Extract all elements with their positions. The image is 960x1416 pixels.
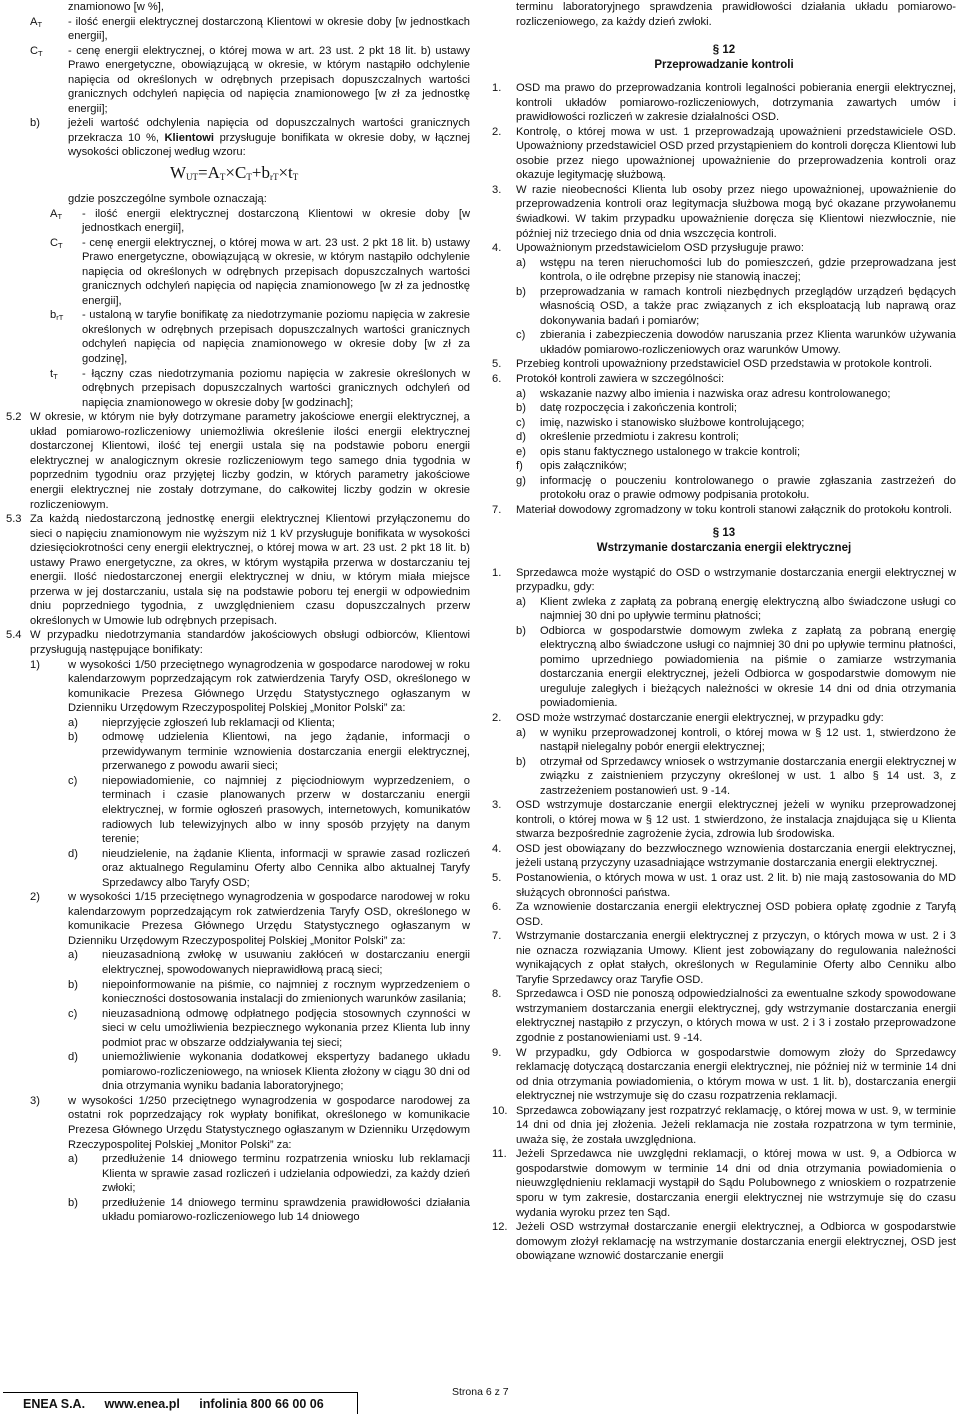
list-text: Klient zwleka z zapłatą za pobraną energię elektryczną albo świadczone usługi co najmniej 30 dni po upływie terminu płatności;	[540, 595, 956, 623]
definition-text: - ilość energii elektrycznej dostarczoną Klientowi w okresie doby [w jednostkach energii],	[68, 15, 470, 43]
list-item	[30, 658, 470, 716]
symbol: A	[30, 15, 38, 28]
list-item: 9. W przypadku, gdy Odbiorca w gospodarstwie domowym złoży do Sprzedawcy reklamację dotyczącą dostarczania energii elektrycznej, nie później niż w terminie 14 dni od dnia otrzymania powiadomienia, o którym mowa w ust. 1 lit. b), dostarczania energii elektrycznej nie wstrzymuje się do czasu rozpatrzenia reklamacji.	[492, 1046, 956, 1103]
list-item: 1. Sprzedawca może wystąpić do OSD o wstrzymanie dostarczania energii elektrycznej w przypadku, gdy:	[492, 566, 956, 594]
list-text: nieprzyjęcie zgłoszeń lub reklamacji od Klienta;	[102, 716, 335, 729]
list-text: Protokół kontroli zawiera w szczególności:	[516, 373, 725, 386]
list-item: 3. W razie nieobecności Klienta lub osoby przez niego upoważnionej, upoważnienie do przeprowadzenia kontroli oraz legitymacja służbowa mogą być okazane przywołanemu świadkowi. W takim przypadku upoważnienie doręcza się Klientowi niezwłocznie, nie później niż trzeciego dnia od dnia wszczęcia kontroli.	[492, 183, 956, 240]
list-text: uniemożliwienie wykonania dodatkowej ekspertyzy badanego układu pomiarowo-rozliczeniowego, na wniosek Klienta złożony w ciągu 30 dni od dnia otrzymania wyniku badania laboratoryjnego;	[102, 1051, 470, 1093]
section-5-4	[6, 628, 470, 657]
page-footer	[0, 1386, 960, 1416]
list-item	[30, 1094, 470, 1152]
list-text: Jeżeli Sprzedawca nie uwzględni reklamacji, o której mowa w ust. 9, a Odbiorca w gospodarstwie domowym w terminie 14 dni od dnia otrzymania powiadomienia o nieuwzględnieniu reklamacji wystąpił do Sądu Polubownego z wnioskiem o rozpatrzenie sporu w tym zakresie, dostarczania energii elektrycznej nie wstrzymuje się do czasu wydania wyroku przez ten Sąd.	[516, 1148, 956, 1219]
list-item: 10. Sprzedawca zobowiązany jest rozpatrzyć reklamację, o której mowa w ust. 9, w terminie 14 dni od dnia jej złożenia. Jeżeli reklamacja nie została rozpatrzona w tym terminie, uważa się, że została uwzględniona.	[492, 1104, 956, 1146]
list-item: 4. Upoważnionym przedstawicielom OSD przysługuje prawo:	[492, 241, 956, 256]
sub-list-item: b) Odbiorca w gospodarstwie domowym zwleka z zapłatą za pobraną energię elektryczną albo świadczone usługi co najmniej 30 dni po upływie terminu płatności, pomimo uprzedniego powiadomienia na piśmie o zamiarze wstrzymania dostarczania energii elektrycznej, jeżeli Odbiorca w gospodarstwie domowym nie ureguluje zaległych i bieżących należności w okresie 14 dni od dnia otrzymania powiadomienia.	[516, 624, 956, 710]
list-text: imię, nazwisko i stanowisko służbowe kontrolującego;	[540, 416, 805, 429]
section-number: 5.4	[6, 629, 22, 642]
list-item: 2. Kontrolę, o której mowa w ust. 1 przeprowadzają upoważnieni przedstawiciele OSD. Upoważniony przedstawiciel OSD przed przystąpieniem do kontroli doręcza Klientowi lub osobie przez niego upoważnionej upoważnienie do przeprowadzenia kontroli oraz okazuje legitymację służbową.	[492, 125, 956, 182]
list-item: 7. Wstrzymanie dostarczania energii elektrycznej z przyczyn, o których mowa w ust. 2 i 3 nie oznacza rozwiązania Umowy. Klient jest zobowiązany do regulowania należności wynikających z opłat stałych, określonych w Regulaminie Oferty albo Cenniku albo Taryfie Sprzedawcy oraz Taryfie OSD.	[492, 930, 956, 986]
list-text: Za wznowienie dostarczania energii elektrycznej OSD pobiera opłatę zgodnie z Taryfą OSD.	[516, 901, 956, 928]
sub-list-item: b) przedłużenie 14 dniowego terminu sprawdzenia prawidłowości działania układu pomiarowo-rozliczeniowego lub 14 dniowego	[68, 1196, 470, 1224]
list-text: w wysokości 1/15 przeciętnego wynagrodzenia w gospodarce narodowej w roku kalendarzowym poprzedzającym rok zatwierdzenia Taryfy OSD, określonego w komunikacie Prezesa Głównego Urzędu Statystycznego ogłaszanym w Dzienniku Urzędowym Rzeczypospolitej Polskiej „Monitor Polski” za:	[68, 891, 470, 947]
paragraph: terminu laboratoryjnego sprawdzenia prawidłowości działania układu pomiarowo-rozliczeniowego, za każdy dzień zwłoki.	[516, 1, 956, 28]
list-marker: 2)	[30, 891, 40, 904]
list-text: niepowiadomienie, co najmniej z pięciodniowym wyprzedzeniem, o terminach i czasie planowanych przerw w dostarczaniu energii elektrycznej, w formie ogłoszeń prasowych, internetowych, komunikatów radiowych lub telewizyjnych albo w inny sposób przyjęty na danym terenie;	[102, 774, 470, 846]
list-item: 3. OSD wstrzymuje dostarczanie energii elektrycznej jeżeli w wyniku przeprowadzonej kontroli, o której mowa w § 12 ust. 1 stwierdzono, że instalacja znajdująca się u Klienta stwarza bezpośrednie zagrożenie życia, zdrowia lub środowiska.	[492, 799, 956, 841]
list-item	[30, 890, 470, 948]
list-text: nieuzasadnioną odmowę odpłatnego podjęcia stosownych czynności w sieci w celu umożliwienia bezpiecznego wykonania przez Klienta lub inny podmiot prac w obszarze oddziaływania tej sieci;	[102, 1007, 470, 1049]
sub-list-item: a) nieprzyjęcie zgłoszeń lub reklamacji od Klienta;	[30, 716, 470, 731]
list-text: Wstrzymanie dostarczania energii elektrycznej z przyczyn, o których mowa w ust. 2 i 3 nie oznacza rozwiązania Umowy. Klient jest zobowiązany do regulowania należności wynikających z opłat stałych, określonych w Regulaminie Oferty albo Cenniku albo Taryfie Sprzedawcy oraz Taryfie OSD.	[516, 930, 956, 986]
list-text: Postanowienia, o których mowa w ust. 1 oraz ust. 2 lit. b) nie mają zastosowania do MD służących obronności państwa.	[516, 871, 956, 899]
list-item: 11. Jeżeli Sprzedawca nie uwzględni reklamacji, o której mowa w ust. 9, a Odbiorca w gospodarstwie domowym w terminie 14 dni od dnia otrzymania powiadomienia o nieuwzględnieniu reklamacji wystąpił do Sądu Polubownego z wnioskiem o rozpatrzenie sporu w tym zakresie, dostarczania energii elektrycznej nie wstrzymuje się do czasu wydania wyroku przez ten Sąd.	[492, 1148, 956, 1219]
list-item: 1. OSD ma prawo do przeprowadzania kontroli legalności pobierania energii elektrycznej, kontroli układów pomiarowo-rozliczeniowych, dotrzymania zawartych umów i prawidłowości rozliczeń w zakresie działalności OSD.	[492, 82, 956, 124]
list-text: wskazanie nazwy albo imienia i nazwiska oraz adresu kontrolowanego;	[540, 387, 891, 400]
sub-list-item: e) opis stanu faktycznego ustalonego w trakcie kontroli;	[492, 445, 956, 460]
sub-list-item: b) odmowę udzielenia Klientowi, na jego żądanie, informacji o przewidywanym terminie wznowienia dostarczania energii elektrycznej, przerwanego z powodu awarii sieci;	[68, 731, 470, 773]
sub-list-item: d) określenie przedmiotu i zakresu kontroli;	[492, 430, 956, 445]
list-text: w wysokości 1/50 przeciętnego wynagrodzenia w gospodarce narodowej w roku kalendarzowym poprzedzającym rok zatwierdzenia Taryfy OSD, określonego w komunikacie Prezesa Głównego Urzędu Statystycznego ogłaszanym w Dzienniku Urzędowym Rzeczypospolitej Polskiej „Monitor Polski” za:	[68, 658, 470, 715]
section-text: W przypadku niedotrzymania standardów jakościowych obsługi odbiorców, Klientowi przysługują następujące bonifikaty:	[30, 629, 470, 656]
sub-list-item: b) datę rozpoczęcia i zakończenia kontroli;	[492, 401, 956, 416]
list-text: OSD ma prawo do przeprowadzania kontroli legalności pobierania energii elektrycznej, kontroli układów pomiarowo-rozliczeniowych, dotrzymania zawartych umów i prawidłowości rozliczeń w zakresie działalności OSD.	[516, 82, 956, 124]
list-text: opis załączników;	[540, 460, 627, 473]
symbol-definition: $C_T$ - cenę energii elektrycznej, o której mowa w art. 23 ust. 2 pkt 18 lit. b) ustawy Prawo energetyczne, obowiązującą w okresie, w którym nastąpiło odchylenie napięcia od określonych w odrębnych przepisach dopuszczalnych wartości granicznych odchyleń napięcia od napięcia znamionowego [w zł za jednostkę energii];	[30, 44, 470, 115]
list-text: wstępu na teren nieruchomości lub do pomieszczeń, gdzie przeprowadzana jest kontrola, o ile odrębne przepisy nie stanowią inaczej;	[540, 256, 956, 284]
sub-list-item: c) nieuzasadnioną odmowę odpłatnego podjęcia stosownych czynności w sieci w celu umożliwienia bezpiecznego wykonania przez Klienta lub inny podmiot prac w obszarze oddziaływania tej sieci;	[68, 1007, 470, 1049]
list-text: informację o pouczeniu kontrolowanego o prawie zgłaszania zastrzeżeń do protokołu oraz o prawie odmowy podpisania protokołu.	[540, 474, 956, 502]
sub-list-item: d) uniemożliwienie wykonania dodatkowej ekspertyzy badanego układu pomiarowo-rozliczeniowego, na wniosek Klienta złożony w ciągu 30 dni od dnia otrzymania wyniku badania laboratoryjnego;	[68, 1051, 470, 1093]
symbol-definition: $t_T$ - łączny czas niedotrzymania poziomu napięcia w zakresie określonych w odrębnych przepisach dopuszczalnych wartości granicznych odchyleń od napięcia znamionowego w okresie doby [w godzinach];	[50, 367, 470, 409]
section-5-3	[6, 512, 470, 628]
section-title: Wstrzymanie dostarczania energii elektrycznej	[596, 541, 852, 554]
sub-list-item: a) Klient zwleka z zapłatą za pobraną energię elektryczną albo świadczone usługi co najmniej 30 dni po upływie terminu płatności;	[516, 595, 956, 623]
paragraph: gdzie poszczególne symbole oznaczają:	[68, 193, 267, 206]
sub-list-item: c) imię, nazwisko i stanowisko służbowe kontrolującego;	[492, 416, 956, 431]
list-item: 12. Jeżeli OSD wstrzymał dostarczanie energii elektrycznej, a Odbiorca w gospodarstwie domowym złożył reklamację na wstrzymanie dostarczania energii elektrycznej, OSD jest obowiązane wznowić dostarczanie energii	[492, 1221, 956, 1263]
list-item: 4. OSD jest obowiązany do bezzwłocznego wznowienia dostarczania energii elektrycznej, jeżeli ustaną przyczyny uzasadniające wstrzymanie dostarczania energii elektrycznej.	[492, 842, 956, 870]
section-mark: § 12	[712, 44, 736, 57]
list-text: Sprzedawca może wystąpić do OSD o wstrzymanie dostarczania energii elektrycznej w przypadku, gdy:	[516, 566, 956, 594]
definition-text: - cenę energii elektrycznej, o której mowa w art. 23 ust. 2 pkt 18 lit. b) ustawy Prawo energetyczne, obowiązującą w okresie, w którym nastąpiło odchylenie napięcia od określonych w odrębnych przepisach dopuszczalnych wartości granicznych odchyleń napięcia od napięcia znamionowego [w zł za jednostkę energii];	[68, 44, 470, 115]
list-text: Odbiorca w gospodarstwie domowym zwleka z zapłatą za pobraną energię elektryczną albo świadczone usługi co najmniej 30 dni po upływie terminu płatności, pomimo uprzedniego powiadomienia na piśmie o zamiarze wstrzymania dostarczania energii elektrycznej, jeżeli Odbiorca w gospodarstwie domowym nie ureguluje zaległych i bieżących należności w okresie 14 dni od dnia otrzymania powiadomienia.	[540, 624, 956, 710]
list-text: Materiał dowodowy zgromadzony w toku kontroli stanowi załącznik do protokołu kontroli.	[516, 503, 952, 516]
paragraph-text: przysługuje bonifikata w okresie doby, w łącznej wysokości obliczonej według wzoru:	[68, 131, 470, 159]
page-number: Strona 6 z 7	[452, 1386, 509, 1398]
list-marker: 3)	[30, 1094, 40, 1107]
symbol: t	[50, 367, 54, 380]
section-number: 5.2	[6, 411, 22, 424]
hotline: infolinia 800 66 00 06	[199, 1397, 324, 1411]
list-text: odmowę udzielenia Klientowi, na jego żądanie, informacji o przewidywanym terminie wznowienia dostarczania energii elektrycznej, przerwanego z powodu awarii sieci;	[102, 731, 470, 773]
definition-text: - ilość energii elektrycznej dostarczoną Klientowi w okresie doby [w jednostkach energii],	[82, 207, 470, 235]
list-text: OSD wstrzymuje dostarczanie energii elektrycznej jeżeli w wyniku przeprowadzonej kontroli, o której mowa w § 12 ust. 1 stwierdzono, że instalacja znajdująca się u Klienta stwarza bezpośrednie zagrożenie życia, zdrowia lub środowiska.	[516, 799, 956, 841]
list-text: OSD jest obowiązany do bezzwłocznego wznowienia dostarczania energii elektrycznej, jeżeli ustaną przyczyny uzasadniające wstrzymanie dostarczania energii elektrycznej.	[516, 842, 956, 870]
section-text: Za każdą niedostarczoną jednostkę energii elektrycznej Klientowi przyłączonemu do sieci o napięciu znamionowym nie wyższym niż 1 kV przysługuje bonifikata w wysokości dziesięciokrotności ceny energii elektrycznej, o której mowa w art. 23 ust. 2 pkt 18 lit. b) ustawy Prawo energetyczne, za okres, w którym wystąpiła przerwa w dostarczaniu tej energii. Ilość niedostarczonej energii elektrycznej w dniu, w którym miała miejsce przerwa w jej dostarczaniu, ustala się na podstawie poboru tej energii w odpowiednim dniu poprzedniego tygodnia, z uwzględnieniem czasu dopuszczalnych przerw określonych w Umowie lub odrębnych przepisach.	[30, 513, 470, 627]
sub-list-item: c) zbierania i zabezpieczenia dowodów naruszania przez Klienta warunków używania układów pomiarowo-rozliczeniowych oraz warunków Umowy.	[516, 329, 956, 356]
text-line: znamionowo [w %],	[68, 1, 164, 13]
list-item: 7. Materiał dowodowy zgromadzony w toku kontroli stanowi załącznik do protokołu kontroli.	[492, 503, 956, 518]
sub-list-item: a) wstępu na teren nieruchomości lub do pomieszczeń, gdzie przeprowadzana jest kontrola, o ile odrębne przepisy nie stanowią inaczej;	[516, 256, 956, 284]
list-text: Upoważnionym przedstawicielom OSD przysługuje prawo:	[516, 242, 804, 255]
list-text: w wysokości 1/250 przeciętnego wynagrodzenia w gospodarce narodowej za ostatni rok poprzedzający rok wypłaty bonifikat, określonego w komunikacie Prezesa Głównego Urzędu Statystycznego ogłaszanym w Dzienniku Urzędowym Rzeczypospolitej Polskiej „Monitor Polski” za:	[68, 1094, 470, 1151]
definition-text: - łączny czas niedotrzymania poziomu napięcia w zakresie określonych w odrębnych przepisach dopuszczalnych wartości granicznych odchyleń od napięcia znamionowego w okresie doby [w godzinach];	[82, 367, 470, 409]
sub-list-item: a) wskazanie nazwy albo imienia i nazwiska oraz adresu kontrolowanego;	[492, 387, 956, 402]
sub-list-item: a) nieuzasadnioną zwłokę w usuwaniu zakłóceń w dostarczaniu energii elektrycznej, spowodowanych nieprawidłową pracą sieci;	[68, 949, 470, 976]
list-text: otrzymał od Sprzedawcy wniosek o wstrzymanie dostarczania energii elektrycznej w związku z zaistnieniem przyczyny określonej w ust. 1 albo § 14 ust. 3, z zastrzeżeniem postanowień ust. 9 -14.	[540, 755, 956, 797]
sub-list-item: a) przedłużenie 14 dniowego terminu rozpatrzenia wniosku lub reklamacji Klienta w sprawie zasad rozliczeń i udzielania odpowiedzi, za każdy dzień zwłoki;	[68, 1153, 470, 1195]
list-text: w wyniku przeprowadzonej kontroli, o której mowa w § 12 ust. 1, stwierdzono że nastąpił nielegalny pobór energii elektrycznej;	[540, 726, 956, 754]
website-link[interactable]: www.enea.pl	[104, 1397, 180, 1411]
right-column	[492, 0, 956, 1264]
list-text: określenie przedmiotu i zakresu kontroli;	[540, 431, 739, 444]
symbol: C	[50, 236, 59, 249]
list-text: Sprzedawca zobowiązany jest rozpatrzyć reklamację, o której mowa w ust. 9, w terminie 14 dni od dnia jej złożenia. Jeżeli reklamacja nie została rozpatrzona w tym terminie, uważa się, że została uwzględniona.	[516, 1104, 956, 1146]
left-column	[6, 0, 470, 1225]
section-mark: § 13	[712, 526, 736, 539]
section-text: W okresie, w którym nie były dotrzymane parametry jakościowe energii elektrycznej, a układ pomiarowo-rozliczeniowy uniemożliwia określenie ilości energii elektrycznej dostarczonej Klientowi, ilość tej energii ustala się na podstawie poboru energii elektrycznej w analogicznym okresie rozliczeniowym tego samego dnia tygodnia w poprzednim tygodniu oraz przyjętej liczby godzin, w których parametry jakościowe energii elektrycznej nie zostały dotrzymane, do całkowitej liczby godzin w okresie rozliczeniowym.	[30, 411, 470, 511]
list-text: opis stanu faktycznego ustalonego w trakcie kontroli;	[540, 445, 801, 458]
list-item: 5. Postanowienia, o których mowa w ust. 1 oraz ust. 2 lit. b) nie mają zastosowania do MD służących obronności państwa.	[492, 871, 956, 899]
symbol: b	[50, 309, 57, 322]
sub-list-item: g) informację o pouczeniu kontrolowanego o prawie zgłaszania zastrzeżeń do protokołu oraz o prawie odmowy podpisania protokołu.	[516, 474, 956, 502]
symbol-definition: $A_T$ - ilość energii elektrycznej dostarczoną Klientowi w okresie doby [w jednostkach energii],	[30, 15, 470, 43]
section-title: Przeprowadzanie kontroli	[654, 59, 794, 72]
section-number: 5.3	[6, 513, 22, 526]
sub-list-item: b) przeprowadzania w ramach kontroli niezbędnych przeglądów urządzeń będących własnością OSD, a także prac związanych z ich eksploatacją lub naprawą oraz dokonywania badań i pomiarów;	[516, 285, 956, 327]
sub-list-item: c) niepowiadomienie, co najmniej z pięciodniowym wyprzedzeniem, o terminach i czasie planowanych przerw w dostarczaniu energii elektrycznej, w formie ogłoszeń prasowych, internetowych, komunikatów radiowych lub telewizyjnych albo w inny sposób przyjęty na danym terenie;	[68, 774, 470, 846]
list-text: OSD może wstrzymać dostarczanie energii elektrycznej, w przypadku gdy:	[516, 711, 884, 724]
symbol-definition: $b_{rT}$ - ustaloną w taryfie bonifikatę za niedotrzymanie poziomu napięcia w zakresie określonych w odrębnych przepisach dopuszczalnych wartości granicznych odchyleń napięcia od napięcia znamionowego w okresie doby [w zł za godzinę],	[50, 309, 470, 366]
footer-bar	[3, 1392, 358, 1414]
formula: $W_{UT}=A_T\times C_T+b_{rT}\times t_T$	[170, 163, 299, 183]
list-item: 6. Protokół kontroli zawiera w szczególności:	[492, 372, 956, 387]
bold-text: Klientowi	[164, 131, 215, 144]
list-text: W przypadku, gdy Odbiorca w gospodarstwie domowym złoży do Sprzedawcy reklamację dotyczącą dostarczania energii elektrycznej, nie później niż w terminie 14 dni od dnia otrzymania powiadomienia, o którym mowa w ust. 1 lit. b), dostarczania energii elektrycznej nie wstrzymuje się do czasu rozpatrzenia reklamacji.	[516, 1046, 956, 1103]
list-text: zbierania i zabezpieczenia dowodów naruszania przez Klienta warunków używania układów pomiarowo-rozliczeniowych oraz warunków Umowy.	[540, 329, 956, 356]
list-item: 5. Przebieg kontroli upoważniony przedstawiciel OSD przedstawia w protokole kontroli.	[492, 357, 956, 372]
list-text: Sprzedawca i OSD nie ponoszą odpowiedzialności za ewentualne szkody spowodowane wstrzymaniem dostarczania energii elektrycznej, gdy wstrzymanie dostarczania energii elektrycznej nastąpiło z przyczyn, o których mowa w ust. 2 i 3 i zostało przeprowadzone zgodnie z postanowieniami ust. 9 -14.	[516, 988, 956, 1044]
symbol: C	[30, 44, 39, 57]
list-marker: b)	[30, 117, 40, 130]
list-item: 2. OSD może wstrzymać dostarczanie energii elektrycznej, w przypadku gdy:	[492, 711, 956, 726]
list-text: przedłużenie 14 dniowego terminu sprawdzenia prawidłowości działania układu pomiarowo-rozliczeniowego lub 14 dniowego	[102, 1196, 470, 1224]
list-text: datę rozpoczęcia i zakończenia kontroli;	[540, 402, 737, 415]
list-text: przedłużenie 14 dniowego terminu rozpatrzenia wniosku lub reklamacji Klienta w sprawie zasad rozliczeń i udzielania odpowiedzi, za każdy dzień zwłoki;	[102, 1153, 470, 1195]
symbol-definition: $A_T$ - ilość energii elektrycznej dostarczoną Klientowi w okresie doby [w jednostkach energii],	[50, 207, 470, 235]
sub-list-item: b) otrzymał od Sprzedawcy wniosek o wstrzymanie dostarczania energii elektrycznej w związku z zaistnieniem przyczyny określonej w ust. 1 albo § 14 ust. 3, z zastrzeżeniem postanowień ust. 9 -14.	[516, 755, 956, 797]
list-text: W razie nieobecności Klienta lub osoby przez niego upoważnionej, upoważnienie do przeprowadzenia kontroli oraz legitymacja służbowa mogą być okazane przywołanemu świadkowi. W takim przypadku upoważnienie doręcza się Klientowi niezwłocznie, nie później niż trzeciego dnia od dnia wszczęcia kontroli.	[516, 183, 956, 240]
list-item: 6. Za wznowienie dostarczania energii elektrycznej OSD pobiera opłatę zgodnie z Taryfą OSD.	[492, 901, 956, 928]
sub-list-item: b) niepoinformowanie na piśmie, co najmniej z rocznym wyprzedzeniem o konieczności dostosowania instalacji do zmienionych warunków zasilania;	[68, 978, 470, 1006]
list-text: nieuzasadnioną zwłokę w usuwaniu zakłóceń w dostarczaniu energii elektrycznej, spowodowanych nieprawidłową pracą sieci;	[102, 949, 470, 976]
section-5-2	[6, 410, 470, 512]
definition-text: - ustaloną w taryfie bonifikatę za niedotrzymanie poziomu napięcia w zakresie określonych w odrębnych przepisach dopuszczalnych wartości granicznych odchyleń napięcia od napięcia znamionowego w okresie doby [w zł za godzinę],	[82, 309, 470, 366]
list-text: Przebieg kontroli upoważniony przedstawiciel OSD przedstawia w protokole kontroli.	[516, 358, 933, 371]
sub-list-item: f) opis załączników;	[492, 459, 956, 474]
paragraph-text: jeżeli wartość odchylenia napięcia od dopuszczalnych wartości granicznych przekracza 10 %,	[68, 117, 470, 144]
list-item	[30, 116, 470, 160]
list-text: nieudzielenie, na żądanie Klienta, informacji w sprawie zasad rozliczeń oraz aktualnego Regulaminu Oferty albo Cennika albo aktualnej Taryfy Sprzedawcy albo Taryfy OSD;	[102, 847, 470, 889]
list-text: przeprowadzania w ramach kontroli niezbędnych przeglądów urządzeń będących własnością OSD, a także prac związanych z ich eksploatacją lub naprawą oraz dokonywania badań i pomiarów;	[540, 285, 956, 327]
sub-list-item: d) nieudzielenie, na żądanie Klienta, informacji w sprawie zasad rozliczeń oraz aktualnego Regulaminu Oferty albo Cennika albo aktualnej Taryfy Sprzedawcy albo Taryfy OSD;	[68, 847, 470, 889]
list-item: 8. Sprzedawca i OSD nie ponoszą odpowiedzialności za ewentualne szkody spowodowane wstrzymaniem dostarczania energii elektrycznej, gdy wstrzymanie dostarczania energii elektrycznej nastąpiło z przyczyn, o których mowa w ust. 2 i 3 i zostało przeprowadzone zgodnie z postanowieniami ust. 9 -14.	[492, 988, 956, 1044]
symbol-definition: $C_T$ - cenę energii elektrycznej, o której mowa w art. 23 ust. 2 pkt 18 lit. b) ustawy Prawo energetyczne, obowiązującą w okresie, w którym nastąpiło odchylenie napięcia od określonych w odrębnych przepisach dopuszczalnych wartości granicznych odchyleń napięcia od napięcia znamionowego [w zł za jednostkę energii],	[50, 236, 470, 307]
symbol: A	[50, 207, 58, 220]
list-text: Kontrolę, o której mowa w ust. 1 przeprowadzają upoważnieni przedstawiciele OSD. Upoważniony przedstawiciel OSD przed przystąpieniem do kontroli doręcza Klientowi lub osobie przez niego upoważnionej upoważnienie do przeprowadzenia kontroli oraz okazuje legitymację służbową.	[516, 125, 956, 182]
company-name: ENEA S.A.	[23, 1397, 86, 1411]
list-marker: 1)	[30, 658, 40, 671]
sub-list-item: a) w wyniku przeprowadzonej kontroli, o której mowa w § 12 ust. 1, stwierdzono że nastąpił nielegalny pobór energii elektrycznej;	[516, 726, 956, 754]
list-text: Jeżeli OSD wstrzymał dostarczanie energii elektrycznej, a Odbiorca w gospodarstwie domowym złożył reklamację na wstrzymanie dostarczania energii elektrycznej, OSD jest obowiązane wznowić dostarczanie energii	[516, 1221, 956, 1263]
list-text: niepoinformowanie na piśmie, co najmniej z rocznym wyprzedzeniem o konieczności dostosowania instalacji do zmienionych warunków zasilania;	[102, 978, 470, 1006]
definition-text: - cenę energii elektrycznej, o której mowa w art. 23 ust. 2 pkt 18 lit. b) ustawy Prawo energetyczne, obowiązującą w okresie, w którym nastąpiło odchylenie napięcia od określonych w odrębnych przepisach dopuszczalnych wartości granicznych odchyleń napięcia od napięcia znamionowego [w zł za jednostkę energii],	[82, 236, 470, 307]
